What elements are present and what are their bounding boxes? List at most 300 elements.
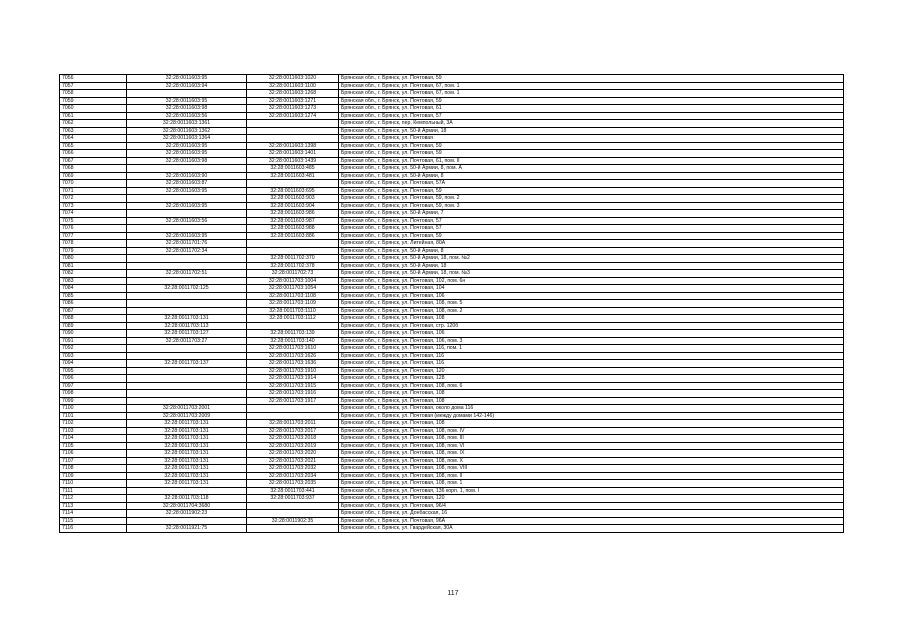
- object-cadastral-cell: 32:28:0011603:1439: [247, 157, 339, 165]
- table-row: [60, 465, 844, 473]
- land-parcel-cadastral-cell: 32:28:0011703:127: [127, 330, 247, 338]
- table-row: [60, 120, 844, 128]
- table-row: [60, 75, 844, 83]
- object-cadastral-cell: 32:28:0011603:1274: [247, 112, 339, 120]
- land-parcel-cadastral-cell: 32:28:0011603:98: [127, 105, 247, 113]
- object-cadastral-cell: 32:28:0011702:370: [247, 255, 339, 263]
- table-row: [60, 495, 844, 503]
- row-number-cell: 7067: [60, 157, 127, 165]
- object-cadastral-cell: [247, 412, 339, 420]
- table-row: [60, 322, 844, 330]
- row-number-cell: 7113: [60, 502, 127, 510]
- object-cadastral-cell: 32:28:0011603:1020: [247, 75, 339, 83]
- row-number-cell: 7106: [60, 450, 127, 458]
- land-parcel-cadastral-cell: [127, 307, 247, 315]
- object-cadastral-cell: [247, 135, 339, 143]
- row-number-cell: 7096: [60, 375, 127, 383]
- object-cadastral-cell: 32:28:0011703:1054: [247, 285, 339, 293]
- row-number-cell: 7076: [60, 225, 127, 233]
- table-row: [60, 300, 844, 308]
- table-row: [60, 352, 844, 360]
- object-cadastral-cell: 32:28:0011703:1910: [247, 367, 339, 375]
- row-number-cell: 7105: [60, 442, 127, 450]
- row-number-cell: 7057: [60, 82, 127, 90]
- address-cell: Брянская обл., г. Брянск, ул. Почтовая, 108, пом. 1: [339, 480, 844, 488]
- address-cell: Брянская обл., г. Брянск, ул. Почтовая, 59: [339, 142, 844, 150]
- table-row: [60, 405, 844, 413]
- address-cell: Брянская обл., г. Брянск, ул. 50-й Армии, 7: [339, 210, 844, 218]
- address-cell: Брянская обл., г. Брянск, ул. 50-й Армии, 18, пом. №2: [339, 255, 844, 263]
- table-row: [60, 247, 844, 255]
- address-cell: Брянская обл., г. Брянск, ул. 50-й Армии, 18, пом. №3: [339, 270, 844, 278]
- object-cadastral-cell: 32:28:0011702:378: [247, 262, 339, 270]
- row-number-cell: 7086: [60, 300, 127, 308]
- address-cell: Брянская обл., г. Брянск, ул. Почтовая, 108, пом. IX: [339, 450, 844, 458]
- object-cadastral-cell: 32:28:0011603:986: [247, 210, 339, 218]
- land-parcel-cadastral-cell: 32:28:0011703:131: [127, 442, 247, 450]
- land-parcel-cadastral-cell: [127, 277, 247, 285]
- land-parcel-cadastral-cell: 32:28:0011603:98: [127, 157, 247, 165]
- table-row: [60, 345, 844, 353]
- table-row: [60, 390, 844, 398]
- address-cell: Брянская обл., г. Брянск, ул. Почтовая, 57: [339, 112, 844, 120]
- address-cell: Брянская обл., г. Брянск, ул. Почтовая, 59: [339, 97, 844, 105]
- table-row: [60, 442, 844, 450]
- land-parcel-cadastral-cell: 32:28:0011703:131: [127, 435, 247, 443]
- row-number-cell: 7102: [60, 420, 127, 428]
- row-number-cell: 7063: [60, 127, 127, 135]
- row-number-cell: 7061: [60, 112, 127, 120]
- row-number-cell: 7074: [60, 210, 127, 218]
- land-parcel-cadastral-cell: [127, 195, 247, 203]
- table-row: [60, 195, 844, 203]
- table-row: [60, 502, 844, 510]
- address-cell: Брянская обл., г. Брянск, ул. Почтовая, 128: [339, 375, 844, 383]
- address-cell: Брянская обл., г. Брянск, ул. Почтовая, 108: [339, 420, 844, 428]
- object-cadastral-cell: 32:28:0011703:1610: [247, 345, 339, 353]
- address-cell: Брянская обл., г. Брянск, ул. Почтовая, 57: [339, 225, 844, 233]
- address-cell: Брянская обл., г. Брянск, ул. Почтовая, 59: [339, 75, 844, 83]
- address-cell: Брянская обл., г. Брянск, ул. Почтовая, 116: [339, 352, 844, 360]
- row-number-cell: 7114: [60, 510, 127, 518]
- object-cadastral-cell: 32:28:0011603:904: [247, 202, 339, 210]
- row-number-cell: 7065: [60, 142, 127, 150]
- land-parcel-cadastral-cell: [127, 165, 247, 173]
- object-cadastral-cell: 32:28:0011703:2017: [247, 427, 339, 435]
- row-number-cell: 7111: [60, 487, 127, 495]
- object-cadastral-cell: 32:28:0011603:485: [247, 165, 339, 173]
- row-number-cell: 7095: [60, 367, 127, 375]
- land-parcel-cadastral-cell: 32:28:0011603:95: [127, 187, 247, 195]
- table-row: [60, 330, 844, 338]
- address-cell: Брянская обл., г. Брянск, пер. Кемпольный, 3А: [339, 120, 844, 128]
- object-cadastral-cell: 32:28:0011703:1108: [247, 292, 339, 300]
- address-cell: Брянская обл., г. Брянск, ул. Почтовая, 108: [339, 397, 844, 405]
- table-row: [60, 427, 844, 435]
- address-cell: Брянская обл., г. Брянск, ул. 50-й Армии, 8: [339, 247, 844, 255]
- land-parcel-cadastral-cell: [127, 300, 247, 308]
- row-number-cell: 7087: [60, 307, 127, 315]
- table-row: [60, 375, 844, 383]
- object-cadastral-cell: 32:28:0011603:695: [247, 187, 339, 195]
- row-number-cell: 7089: [60, 322, 127, 330]
- address-cell: Брянская обл., г. Брянск, ул. Почтовая, 96А: [339, 517, 844, 525]
- land-parcel-cadastral-cell: [127, 292, 247, 300]
- table-row: [60, 517, 844, 525]
- table-row: [60, 315, 844, 323]
- object-cadastral-cell: 32:28:0011603:1273: [247, 105, 339, 113]
- table-row: [60, 180, 844, 188]
- row-number-cell: 7115: [60, 517, 127, 525]
- table-row: [60, 217, 844, 225]
- object-cadastral-cell: 32:28:0011703:2020: [247, 450, 339, 458]
- object-cadastral-cell: 32:28:0011702:73: [247, 270, 339, 278]
- address-cell: Брянская обл., г. Брянск, ул. Почтовая, 120: [339, 367, 844, 375]
- land-parcel-cadastral-cell: 32:28:0011703:118: [127, 495, 247, 503]
- object-cadastral-cell: 32:28:0011703:140: [247, 337, 339, 345]
- row-number-cell: 7058: [60, 90, 127, 98]
- object-cadastral-cell: 32:28:0011603:886: [247, 232, 339, 240]
- object-cadastral-cell: 32:28:0011703:2018: [247, 435, 339, 443]
- object-cadastral-cell: [247, 322, 339, 330]
- object-cadastral-cell: 32:28:0011703:2032: [247, 465, 339, 473]
- table-row: [60, 142, 844, 150]
- row-number-cell: 7109: [60, 472, 127, 480]
- row-number-cell: 7103: [60, 427, 127, 435]
- row-number-cell: 7080: [60, 255, 127, 263]
- table-row: [60, 397, 844, 405]
- row-number-cell: 7071: [60, 187, 127, 195]
- table-row: [60, 172, 844, 180]
- table-body: [60, 75, 844, 533]
- land-parcel-cadastral-cell: 32:28:0011702:125: [127, 285, 247, 293]
- object-cadastral-cell: [247, 240, 339, 248]
- land-parcel-cadastral-cell: 32:28:0011603:56: [127, 217, 247, 225]
- land-parcel-cadastral-cell: [127, 352, 247, 360]
- table-row: [60, 450, 844, 458]
- land-parcel-cadastral-cell: 32:28:0011603:56: [127, 112, 247, 120]
- row-number-cell: 7088: [60, 315, 127, 323]
- address-cell: Брянская обл., г. Брянск, ул. Почтовая, 57А: [339, 180, 844, 188]
- object-cadastral-cell: [247, 405, 339, 413]
- row-number-cell: 7064: [60, 135, 127, 143]
- table-row: [60, 202, 844, 210]
- object-cadastral-cell: [247, 502, 339, 510]
- address-cell: Брянская обл., г. Брянск, ул. Почтовая, 108, пом. X: [339, 457, 844, 465]
- land-parcel-cadastral-cell: 32:28:0011703:137: [127, 360, 247, 368]
- address-cell: Брянская обл., г. Брянск, ул. Почтовая, 59: [339, 232, 844, 240]
- address-cell: Брянская обл., г. Брянск, ул. Почтовая, 104: [339, 285, 844, 293]
- land-parcel-cadastral-cell: 32:28:0011902:23: [127, 510, 247, 518]
- address-cell: Брянская обл., г. Брянск, ул. Почтовая, около дома 116: [339, 405, 844, 413]
- land-parcel-cadastral-cell: [127, 367, 247, 375]
- object-cadastral-cell: 32:28:0011703:2021: [247, 457, 339, 465]
- land-parcel-cadastral-cell: 32:28:0011704:3680: [127, 502, 247, 510]
- table-row: [60, 97, 844, 105]
- land-parcel-cadastral-cell: 32:28:0011603:90: [127, 172, 247, 180]
- row-number-cell: 7094: [60, 360, 127, 368]
- address-cell: Брянская обл., г. Брянск, ул. Почтовая (между домами 142-146): [339, 412, 844, 420]
- object-cadastral-cell: 32:28:0011703:1915: [247, 382, 339, 390]
- row-number-cell: 7098: [60, 390, 127, 398]
- table-row: [60, 270, 844, 278]
- address-cell: Брянская обл., г. Брянск, ул. 50-й Армии, 18: [339, 127, 844, 135]
- table-row: [60, 262, 844, 270]
- address-cell: Брянская обл., г. Брянск, ул. Литейная, 80А: [339, 240, 844, 248]
- object-cadastral-cell: 32:28:0011603:903: [247, 195, 339, 203]
- address-cell: Брянская обл., г. Брянск, ул. Почтовая, стр. 120б: [339, 322, 844, 330]
- table-row: [60, 435, 844, 443]
- address-cell: Брянская обл., г. Брянск, ул. 50-й Армии, 18: [339, 262, 844, 270]
- table-row: [60, 480, 844, 488]
- row-number-cell: 7099: [60, 397, 127, 405]
- row-number-cell: 7090: [60, 330, 127, 338]
- address-cell: Брянская обл., г. Брянск, ул. Почтовая, 102, пом. 6н: [339, 277, 844, 285]
- object-cadastral-cell: 32:28:0011603:1100: [247, 82, 339, 90]
- address-cell: Брянская обл., г. Брянск, ул. Почтовая, 59: [339, 187, 844, 195]
- land-parcel-cadastral-cell: 32:28:0011603:94: [127, 82, 247, 90]
- object-cadastral-cell: 32:28:0011703:139: [247, 330, 339, 338]
- row-number-cell: 7073: [60, 202, 127, 210]
- object-cadastral-cell: 32:28:0011603:1268: [247, 90, 339, 98]
- object-cadastral-cell: [247, 180, 339, 188]
- address-cell: Брянская обл., г. Брянск, ул. Почтовая, 59, пом. 3: [339, 202, 844, 210]
- row-number-cell: 7066: [60, 150, 127, 158]
- object-cadastral-cell: 32:28:0011703:1112: [247, 315, 339, 323]
- land-parcel-cadastral-cell: [127, 382, 247, 390]
- object-cadastral-cell: 32:28:0011703:2035: [247, 480, 339, 488]
- address-cell: Брянская обл., г. Брянск, ул. Почтовая, 57: [339, 217, 844, 225]
- table-row: [60, 420, 844, 428]
- row-number-cell: 7097: [60, 382, 127, 390]
- address-cell: Брянская обл., г. Брянск, ул. Донбасская, 16: [339, 510, 844, 518]
- address-cell: Брянская обл., г. Брянск, ул. Почтовая, 116: [339, 360, 844, 368]
- land-parcel-cadastral-cell: 32:28:0011703:131: [127, 315, 247, 323]
- object-cadastral-cell: 32:28:0011603:988: [247, 225, 339, 233]
- table-row: [60, 255, 844, 263]
- row-number-cell: 7078: [60, 240, 127, 248]
- land-parcel-cadastral-cell: 32:28:0011703:131: [127, 480, 247, 488]
- table-row: [60, 307, 844, 315]
- row-number-cell: 7085: [60, 292, 127, 300]
- land-parcel-cadastral-cell: [127, 210, 247, 218]
- row-number-cell: 7077: [60, 232, 127, 240]
- object-cadastral-cell: 32:28:0011703:1914: [247, 375, 339, 383]
- object-cadastral-cell: [247, 247, 339, 255]
- land-parcel-cadastral-cell: 32:28:0011703:131: [127, 472, 247, 480]
- address-cell: Брянская обл., г. Брянск, ул. 50-й Армии, 8, пом. А: [339, 165, 844, 173]
- table-row: [60, 277, 844, 285]
- address-cell: Брянская обл., г. Брянск, ул. Почтовая, 108, пом. III: [339, 435, 844, 443]
- page-number: 117: [447, 590, 459, 597]
- land-parcel-cadastral-cell: [127, 90, 247, 98]
- object-cadastral-cell: [247, 525, 339, 533]
- row-number-cell: 7092: [60, 345, 127, 353]
- address-cell: Брянская обл., г. Брянск, ул. Почтовая, 108, пом. II: [339, 472, 844, 480]
- land-parcel-cadastral-cell: [127, 262, 247, 270]
- row-number-cell: 7070: [60, 180, 127, 188]
- row-number-cell: 7079: [60, 247, 127, 255]
- land-parcel-cadastral-cell: [127, 375, 247, 383]
- table-row: [60, 157, 844, 165]
- land-parcel-cadastral-cell: 32:28:0011603:87: [127, 180, 247, 188]
- land-parcel-cadastral-cell: [127, 225, 247, 233]
- object-cadastral-cell: 32:28:0011703:1004: [247, 277, 339, 285]
- row-number-cell: 7084: [60, 285, 127, 293]
- land-parcel-cadastral-cell: [127, 390, 247, 398]
- address-cell: Брянская обл., г. Брянск, ул. Гвардейская, 30А: [339, 525, 844, 533]
- object-cadastral-cell: 32:28:0011703:441: [247, 487, 339, 495]
- land-parcel-cadastral-cell: [127, 345, 247, 353]
- address-cell: Брянская обл., г. Брянск, ул. Почтовая, 59: [339, 150, 844, 158]
- land-parcel-cadastral-cell: 32:28:0011703:113: [127, 322, 247, 330]
- table-row: [60, 487, 844, 495]
- land-parcel-cadastral-cell: 32:28:0011603:95: [127, 142, 247, 150]
- object-cadastral-cell: 32:28:0011703:1626: [247, 352, 339, 360]
- row-number-cell: 7062: [60, 120, 127, 128]
- address-cell: Брянская обл., г. Брянск, ул. Почтовая, 108: [339, 315, 844, 323]
- land-parcel-cadastral-cell: 32:28:0011921:75: [127, 525, 247, 533]
- land-parcel-cadastral-cell: 32:28:0011603:1364: [127, 135, 247, 143]
- land-parcel-cadastral-cell: 32:28:0011603:95: [127, 232, 247, 240]
- row-number-cell: 7104: [60, 435, 127, 443]
- table-row: [60, 187, 844, 195]
- land-parcel-cadastral-cell: 32:28:0011703:131: [127, 465, 247, 473]
- land-parcel-cadastral-cell: [127, 255, 247, 263]
- land-parcel-cadastral-cell: 32:28:0011702:51: [127, 270, 247, 278]
- land-parcel-cadastral-cell: [127, 517, 247, 525]
- table-row: [60, 412, 844, 420]
- row-number-cell: 7108: [60, 465, 127, 473]
- table-row: [60, 360, 844, 368]
- row-number-cell: 7068: [60, 165, 127, 173]
- address-cell: Брянская обл., г. Брянск, ул. Почтовая, 108, пом. IV: [339, 427, 844, 435]
- table-row: [60, 225, 844, 233]
- address-cell: Брянская обл., г. Брянск, ул. Почтовая, 106: [339, 292, 844, 300]
- object-cadastral-cell: 32:28:0011603:481: [247, 172, 339, 180]
- row-number-cell: 7075: [60, 217, 127, 225]
- row-number-cell: 7091: [60, 337, 127, 345]
- address-cell: Брянская обл., г. Брянск, ул. Почтовая, 108: [339, 390, 844, 398]
- row-number-cell: 7060: [60, 105, 127, 113]
- land-parcel-cadastral-cell: 32:28:0011703:131: [127, 420, 247, 428]
- object-cadastral-cell: [247, 120, 339, 128]
- table-row: [60, 472, 844, 480]
- object-cadastral-cell: 32:28:0011703:1109: [247, 300, 339, 308]
- row-number-cell: 7059: [60, 97, 127, 105]
- land-parcel-cadastral-cell: [127, 397, 247, 405]
- land-parcel-cadastral-cell: 32:28:0011701:76: [127, 240, 247, 248]
- row-number-cell: 7069: [60, 172, 127, 180]
- land-parcel-cadastral-cell: 32:28:0011703:131: [127, 427, 247, 435]
- row-number-cell: 7101: [60, 412, 127, 420]
- table-row: [60, 127, 844, 135]
- land-parcel-cadastral-cell: 32:28:0011603:95: [127, 202, 247, 210]
- address-cell: Брянская обл., г. Брянск, ул. Почтовая, 108, пом. VI: [339, 442, 844, 450]
- land-parcel-cadastral-cell: 32:28:0011603:1361: [127, 120, 247, 128]
- object-cadastral-cell: 32:28:0011603:1398: [247, 142, 339, 150]
- table-row: [60, 240, 844, 248]
- table-row: [60, 337, 844, 345]
- row-number-cell: 7083: [60, 277, 127, 285]
- table-row: [60, 82, 844, 90]
- row-number-cell: 7093: [60, 352, 127, 360]
- table-row: [60, 165, 844, 173]
- land-parcel-cadastral-cell: 32:28:0011703:2001: [127, 405, 247, 413]
- table-row: [60, 292, 844, 300]
- address-cell: Брянская обл., г. Брянск, ул. Почтовая, 116, пом. 1: [339, 345, 844, 353]
- address-cell: Брянская обл., г. Брянск, ул. Почтовая, 106, пом. 3: [339, 337, 844, 345]
- address-cell: Брянская обл., г. Брянск, ул. Почтовая, 67, пом. 1: [339, 90, 844, 98]
- row-number-cell: 7081: [60, 262, 127, 270]
- address-cell: Брянская обл., г. Брянск, ул. Почтовая, 61, пом. II: [339, 157, 844, 165]
- address-cell: Брянская обл., г. Брянск, ул. Почтовая, 108, пом. 5: [339, 300, 844, 308]
- object-cadastral-cell: 32:28:0011703:1636: [247, 360, 339, 368]
- address-cell: Брянская обл., г. Брянск, ул. Почтовая, 106: [339, 330, 844, 338]
- land-parcel-cadastral-cell: 32:28:0011703:131: [127, 450, 247, 458]
- table-row: [60, 510, 844, 518]
- row-number-cell: 7082: [60, 270, 127, 278]
- registry-table: [59, 74, 844, 533]
- table-row: [60, 150, 844, 158]
- address-cell: Брянская обл., г. Брянск, ул. Почтовая: [339, 135, 844, 143]
- table-row: [60, 210, 844, 218]
- row-number-cell: 7110: [60, 480, 127, 488]
- address-cell: Брянская обл., г. Брянск, ул. Почтовая, 61: [339, 105, 844, 113]
- land-parcel-cadastral-cell: 32:28:0011603:95: [127, 97, 247, 105]
- object-cadastral-cell: 32:28:0011603:1271: [247, 97, 339, 105]
- object-cadastral-cell: 32:28:0011703:937: [247, 495, 339, 503]
- row-number-cell: 7107: [60, 457, 127, 465]
- land-parcel-cadastral-cell: 32:28:0011703:27: [127, 337, 247, 345]
- row-number-cell: 7100: [60, 405, 127, 413]
- table-row: [60, 105, 844, 113]
- address-cell: Брянская обл., г. Брянск, ул. Почтовая, 120: [339, 495, 844, 503]
- object-cadastral-cell: 32:28:0011603:1401: [247, 150, 339, 158]
- object-cadastral-cell: 32:28:0011703:2011: [247, 420, 339, 428]
- land-parcel-cadastral-cell: [127, 487, 247, 495]
- row-number-cell: 7072: [60, 195, 127, 203]
- land-parcel-cadastral-cell: 32:28:0011703:131: [127, 457, 247, 465]
- land-parcel-cadastral-cell: 32:28:0011703:2009: [127, 412, 247, 420]
- table-row: [60, 232, 844, 240]
- address-cell: Брянская обл., г. Брянск, ул. Почтовая, 108, пом. VIII: [339, 465, 844, 473]
- object-cadastral-cell: 32:28:0011703:1916: [247, 390, 339, 398]
- address-cell: Брянская обл., г. Брянск, ул. Почтовая, 96/4: [339, 502, 844, 510]
- land-parcel-cadastral-cell: 32:28:0011603:95: [127, 150, 247, 158]
- object-cadastral-cell: 32:28:0011703:2034: [247, 472, 339, 480]
- table-row: [60, 112, 844, 120]
- object-cadastral-cell: 32:28:0011703:1917: [247, 397, 339, 405]
- row-number-cell: 7056: [60, 75, 127, 83]
- object-cadastral-cell: 32:28:0011603:987: [247, 217, 339, 225]
- object-cadastral-cell: [247, 510, 339, 518]
- object-cadastral-cell: 32:28:0011703:2019: [247, 442, 339, 450]
- object-cadastral-cell: 32:28:0011902:35: [247, 517, 339, 525]
- row-number-cell: 7112: [60, 495, 127, 503]
- address-cell: Брянская обл., г. Брянск, ул. Почтовая, 59, пом. 2: [339, 195, 844, 203]
- table-row: [60, 285, 844, 293]
- table-row: [60, 367, 844, 375]
- table-row: [60, 135, 844, 143]
- land-parcel-cadastral-cell: 32:28:0011603:95: [127, 75, 247, 83]
- land-parcel-cadastral-cell: 32:28:0011603:1362: [127, 127, 247, 135]
- object-cadastral-cell: [247, 127, 339, 135]
- table-row: [60, 90, 844, 98]
- address-cell: Брянская обл., г. Брянск, ул. Почтовая, 136 корп. 1, пом. I: [339, 487, 844, 495]
- address-cell: Брянская обл., г. Брянск, ул. Почтовая, 108, пом. 6: [339, 382, 844, 390]
- row-number-cell: 7116: [60, 525, 127, 533]
